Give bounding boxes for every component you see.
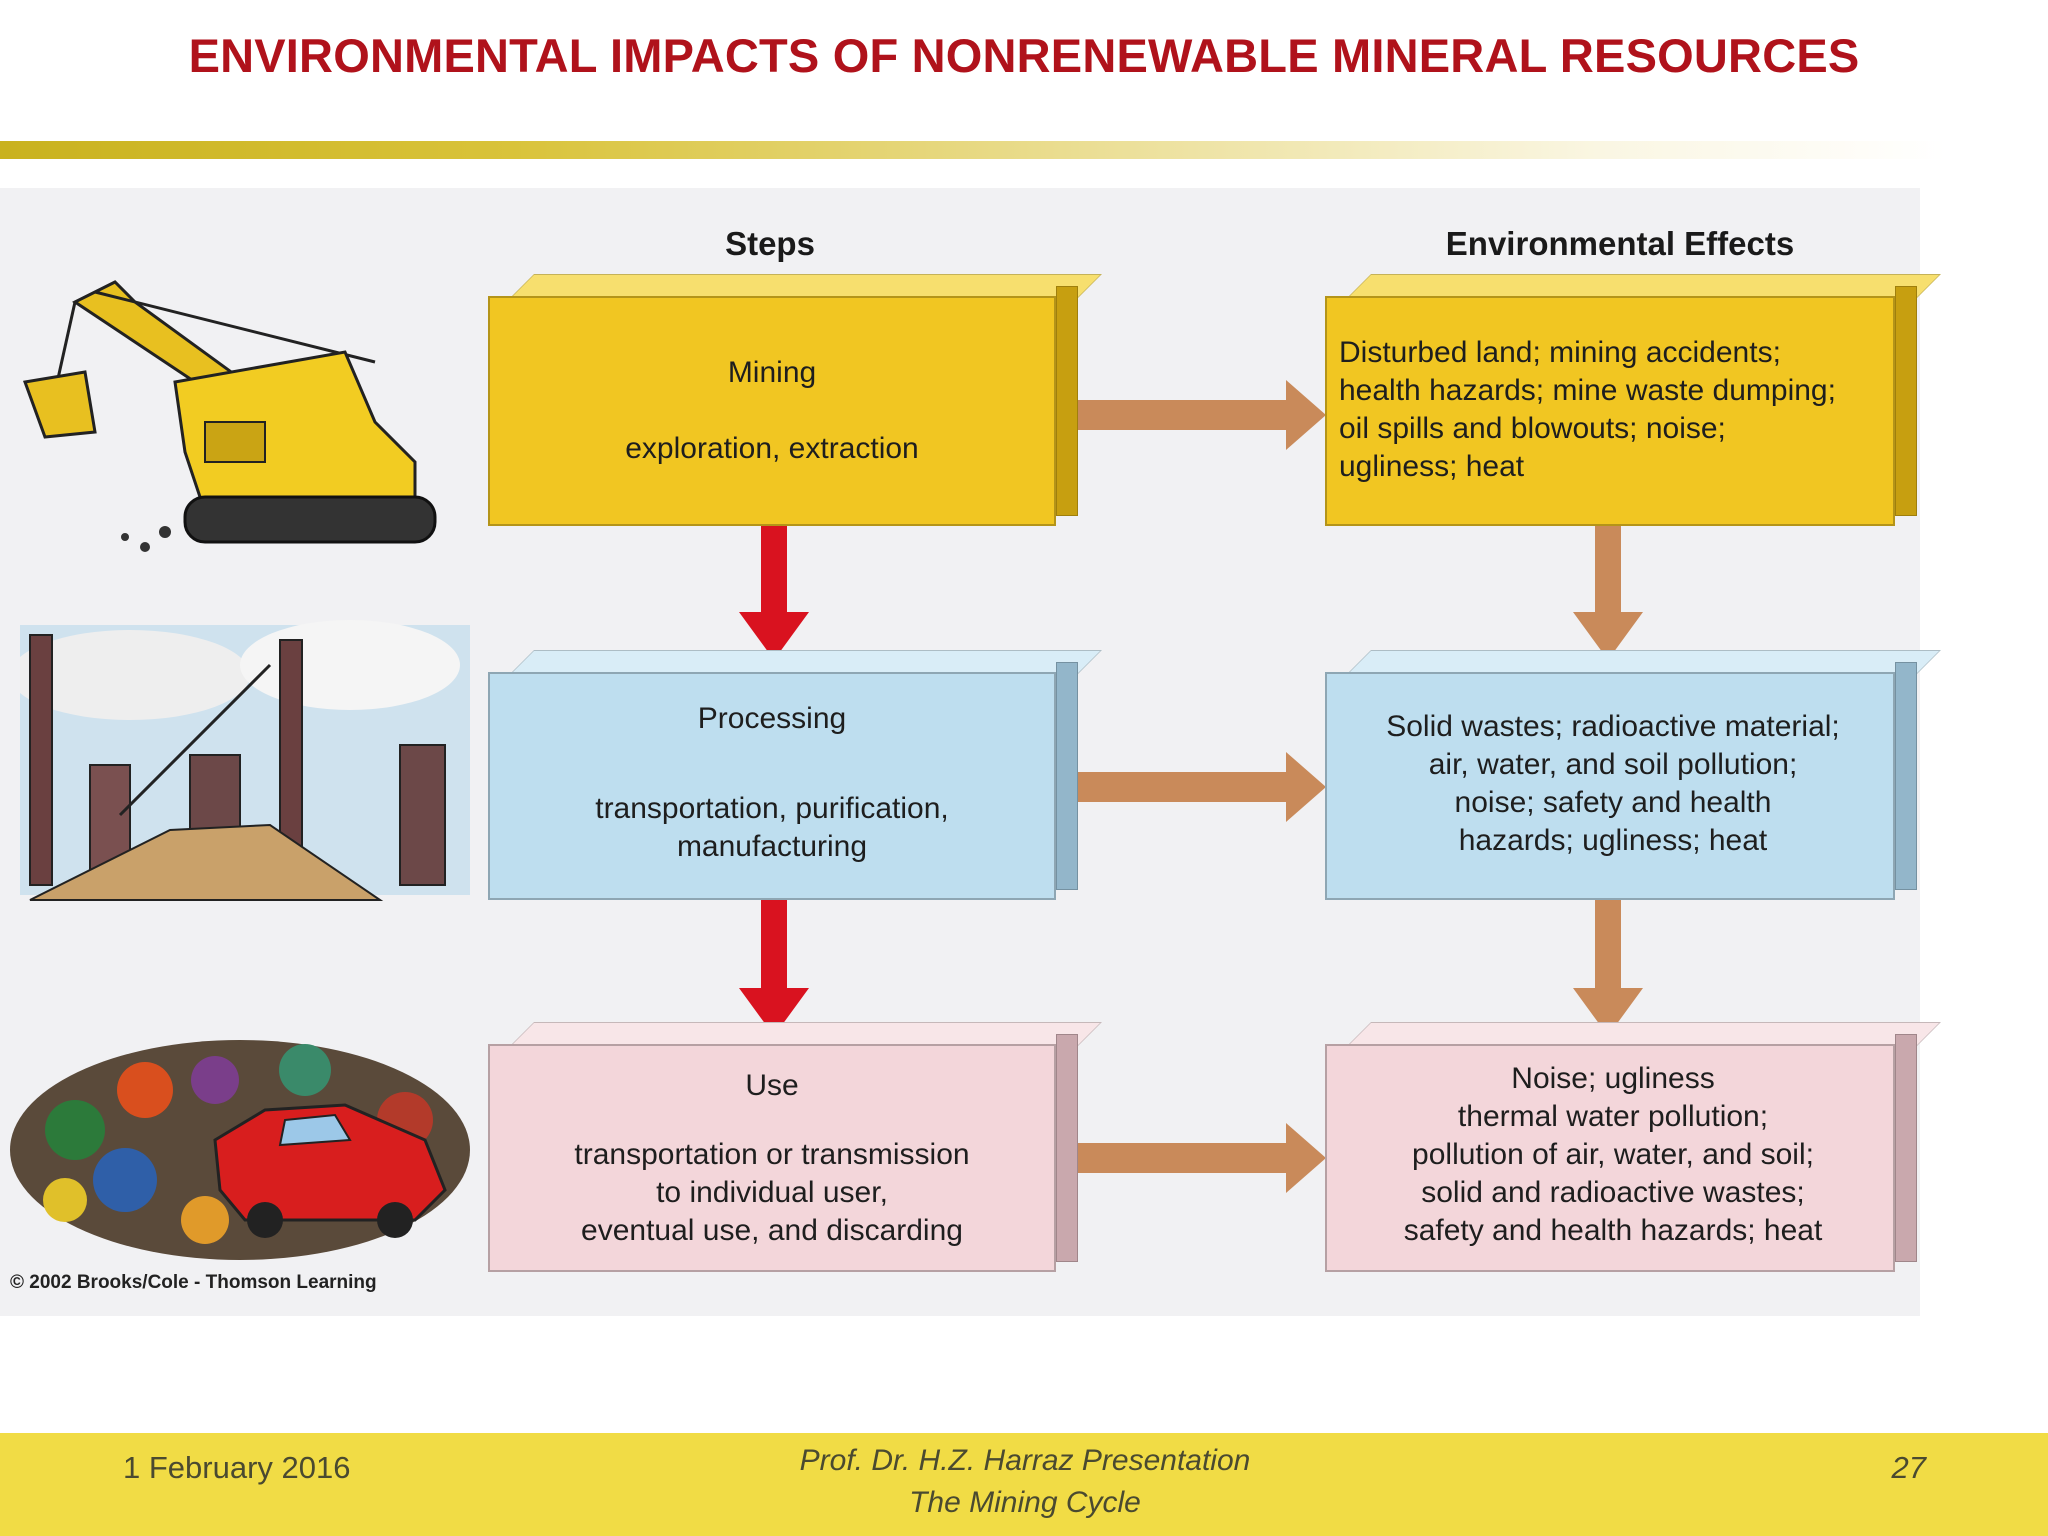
arrow-right-mining: [1068, 375, 1328, 455]
effect-line: ugliness; heat: [1339, 450, 1525, 483]
mining-shovel-illustration: [15, 262, 465, 572]
effect-line: air, water, and soil pollution;: [1428, 748, 1798, 781]
step-name: Processing: [697, 702, 847, 735]
step-detail: exploration, extraction: [625, 432, 919, 465]
processing-plant-illustration: [20, 615, 470, 905]
page-number: 27: [1891, 1450, 1926, 1485]
copyright-note: © 2002 Brooks/Cole - Thomson Learning: [10, 1272, 377, 1293]
footer-subtitle: The Mining Cycle: [909, 1486, 1141, 1519]
slide-title: ENVIRONMENTAL IMPACTS OF NONRENEWABLE MINERAL RESOURCES: [188, 29, 1860, 82]
footer-date: 1 February 2016: [123, 1450, 351, 1485]
step-detail-line: to individual user,: [656, 1176, 888, 1209]
step-box-mining: [488, 274, 1078, 526]
step-name: Use: [745, 1069, 799, 1102]
step-arrow-down-1: [734, 522, 814, 662]
effect-line: noise; safety and health: [1454, 786, 1772, 819]
effect-line: thermal water pollution;: [1457, 1100, 1769, 1133]
scrapyard-illustration: [5, 1030, 475, 1270]
effect-box-use: [1325, 1022, 1917, 1272]
step-detail-line: transportation or transmission: [574, 1138, 970, 1171]
step-arrow-down-2: [734, 898, 814, 1038]
step-box-use: [488, 1022, 1078, 1272]
effect-line: health hazards; mine waste dumping;: [1339, 374, 1836, 407]
title-underline: [0, 141, 2048, 159]
effect-arrow-down-2: [1568, 898, 1648, 1038]
footer-presenter: [700, 1440, 1350, 1524]
arrow-right-processing: [1068, 747, 1328, 827]
effect-box-mining: [1325, 274, 1917, 526]
steps-header: Steps: [725, 225, 815, 262]
effect-box-processing: [1325, 650, 1917, 900]
step-detail-line: manufacturing: [676, 830, 868, 863]
effect-line: Noise; ugliness: [1511, 1062, 1715, 1095]
effect-line: pollution of air, water, and soil;: [1412, 1138, 1814, 1171]
effect-line: hazards; ugliness; heat: [1458, 824, 1768, 857]
effect-line: Disturbed land; mining accidents;: [1339, 336, 1781, 369]
effect-line: solid and radioactive wastes;: [1421, 1176, 1805, 1209]
effect-arrow-down-1: [1568, 522, 1648, 662]
effects-header: Environmental Effects: [1445, 225, 1795, 262]
step-detail-line: eventual use, and discarding: [581, 1214, 963, 1247]
step-detail-line: transportation, purification,: [595, 792, 949, 825]
effect-line: oil spills and blowouts; noise;: [1339, 412, 1726, 445]
step-box-processing: [488, 650, 1078, 900]
footer-presenter-name: Prof. Dr. H.Z. Harraz Presentation: [799, 1444, 1251, 1477]
arrow-right-use: [1068, 1118, 1328, 1198]
effect-line: Solid wastes; radioactive material;: [1386, 710, 1840, 743]
step-name: Mining: [727, 356, 817, 389]
effect-line: safety and health hazards; heat: [1403, 1214, 1823, 1247]
